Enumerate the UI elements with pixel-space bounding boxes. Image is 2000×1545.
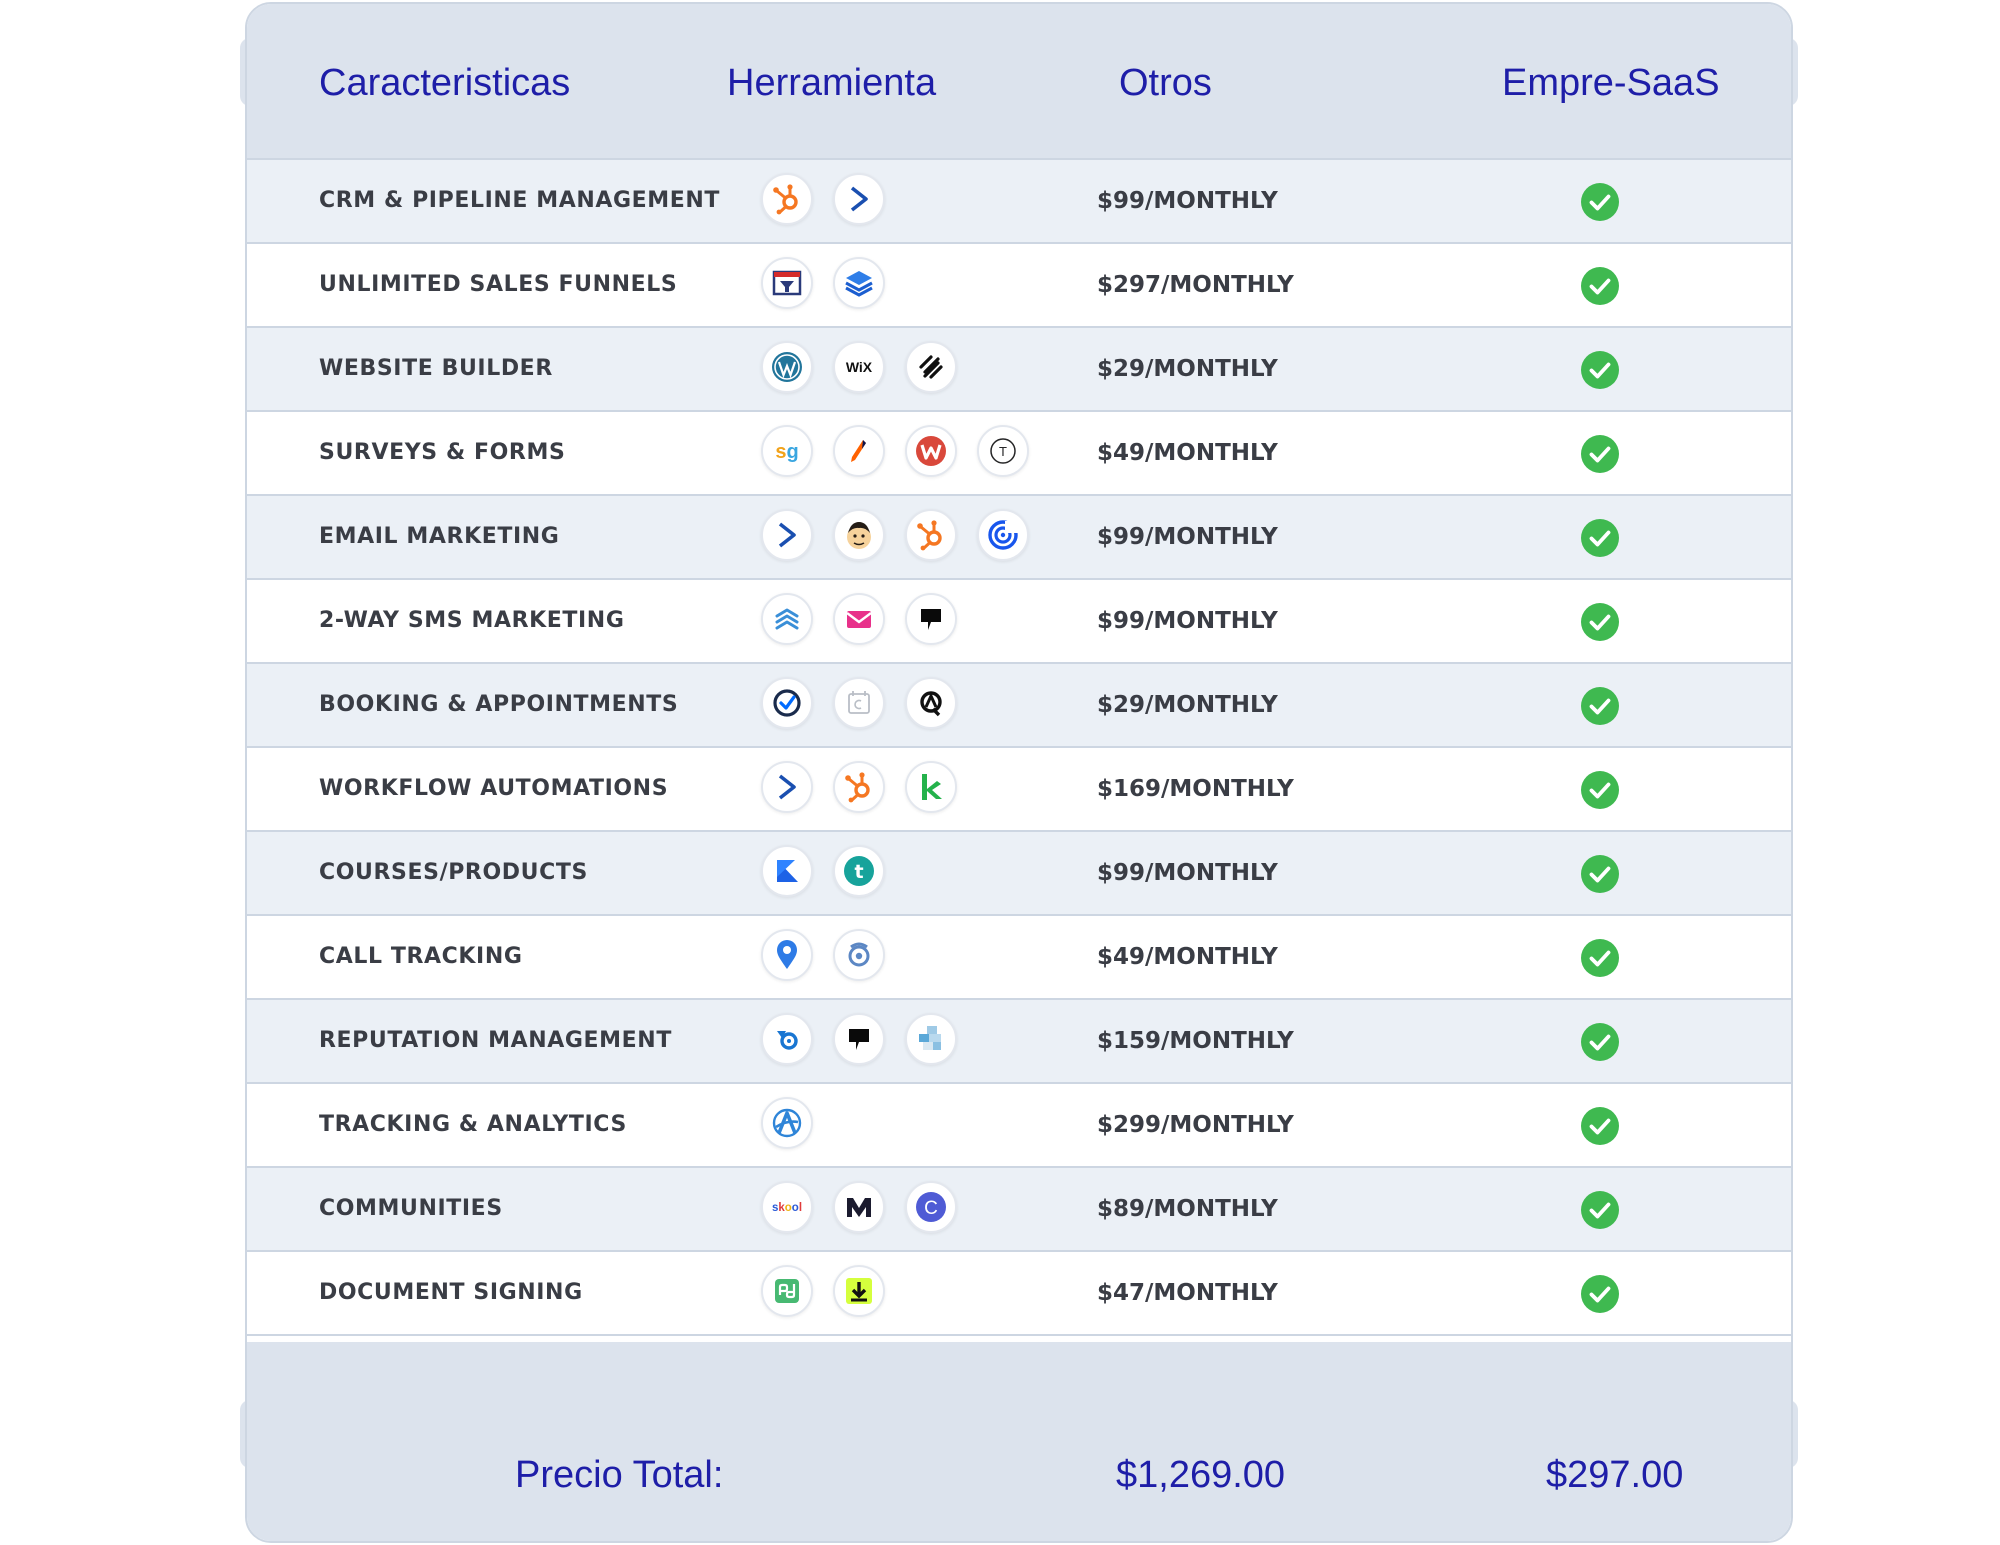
feature-label: 2-WAY SMS MARKETING — [319, 608, 625, 633]
check-icon — [1580, 518, 1620, 558]
table-row — [247, 832, 1791, 916]
price-label: $47/MONTHLY — [1097, 1280, 1278, 1306]
activecampaign-icon — [761, 761, 813, 813]
svg-text:sg: sg — [775, 441, 799, 463]
hubspot-icon — [905, 509, 957, 561]
check-icon — [1580, 686, 1620, 726]
check-icon — [1580, 434, 1620, 474]
hubspot-icon — [761, 173, 813, 225]
price-label: $29/MONTHLY — [1097, 692, 1278, 718]
comparison-table — [245, 2, 1793, 1543]
typeform-icon — [977, 425, 1029, 477]
feature-label: UNLIMITED SALES FUNNELS — [319, 272, 678, 297]
price-label: $99/MONTHLY — [1097, 608, 1278, 634]
price-label: $49/MONTHLY — [1097, 440, 1278, 466]
feature-label: EMAIL MARKETING — [319, 524, 560, 549]
check-icon — [1580, 770, 1620, 810]
wufoo-icon — [905, 425, 957, 477]
price-label: $49/MONTHLY — [1097, 944, 1278, 970]
check-icon — [1580, 266, 1620, 306]
feature-label: CRM & PIPELINE MANAGEMENT — [319, 188, 721, 213]
feature-label: COURSES/PRODUCTS — [319, 860, 588, 885]
price-label: $299/MONTHLY — [1097, 1112, 1294, 1138]
feature-label: COMMUNITIES — [319, 1196, 503, 1221]
table-row — [247, 1252, 1791, 1336]
kajabi-icon — [761, 845, 813, 897]
tool-icons — [761, 929, 885, 985]
check-icon — [1580, 1190, 1620, 1230]
table-row — [247, 1168, 1791, 1252]
svg-text:skool: skool — [771, 1202, 803, 1214]
price-label: $89/MONTHLY — [1097, 1196, 1278, 1222]
check-icon — [1580, 854, 1620, 894]
mighty-networks-icon — [833, 1181, 885, 1233]
feature-label: WEBSITE BUILDER — [319, 356, 553, 381]
constant-contact-icon — [977, 509, 1029, 561]
feature-label: TRACKING & ANALYTICS — [319, 1112, 627, 1137]
tool-icons — [761, 173, 885, 229]
table-row — [247, 244, 1791, 328]
check-icon — [1580, 1106, 1620, 1146]
mailchimp-icon — [833, 509, 885, 561]
calltrackingmetrics-icon — [761, 929, 813, 981]
svg-text:C: C — [924, 1198, 938, 1219]
check-icon — [1580, 182, 1620, 222]
callrail-icon — [833, 929, 885, 981]
header-tools: Herramienta — [727, 62, 937, 104]
table-row — [247, 916, 1791, 1000]
price-label: $159/MONTHLY — [1097, 1028, 1294, 1054]
brand-total: $297.00 — [1546, 1454, 1684, 1496]
header-others: Otros — [1119, 62, 1212, 104]
activecampaign-icon — [761, 509, 813, 561]
check-icon — [1580, 1022, 1620, 1062]
feature-label: WORKFLOW AUTOMATIONS — [319, 776, 669, 801]
podium-icon — [905, 593, 957, 645]
price-label: $29/MONTHLY — [1097, 356, 1278, 382]
feature-label: DOCUMENT SIGNING — [319, 1280, 583, 1305]
tool-icons — [761, 257, 885, 313]
check-icon — [1580, 602, 1620, 642]
tool-icons — [761, 1013, 957, 1069]
table-row — [247, 748, 1791, 832]
price-label: $99/MONTHLY — [1097, 524, 1278, 550]
pandadoc-icon — [761, 1265, 813, 1317]
table-row — [247, 412, 1791, 496]
skool-icon — [761, 1181, 813, 1233]
tool-icons — [761, 341, 957, 397]
analytics-icon — [761, 1097, 813, 1149]
svg-text:WiX: WiX — [845, 359, 873, 375]
table-footer — [247, 1342, 1791, 1543]
surveygizmo-icon — [761, 425, 813, 477]
tool-icons — [761, 509, 1029, 565]
table-row — [247, 664, 1791, 748]
clickfunnels-icon — [761, 257, 813, 309]
feature-label: REPUTATION MANAGEMENT — [319, 1028, 672, 1053]
feature-label: CALL TRACKING — [319, 944, 523, 969]
check-icon — [1580, 1274, 1620, 1314]
table-row — [247, 496, 1791, 580]
tool-icons — [761, 1097, 813, 1153]
table-body — [247, 160, 1791, 1336]
tool-icons — [761, 593, 957, 649]
others-total: $1,269.00 — [1116, 1454, 1286, 1496]
podium-icon — [833, 1013, 885, 1065]
activecampaign-icon — [833, 173, 885, 225]
header-features: Caracteristicas — [319, 62, 571, 104]
feature-label: SURVEYS & FORMS — [319, 440, 566, 465]
tool-icons — [761, 425, 1029, 481]
tool-icons — [761, 845, 885, 901]
check-icon — [1580, 938, 1620, 978]
price-label: $297/MONTHLY — [1097, 272, 1294, 298]
header-brand: Empre-SaaS — [1502, 62, 1720, 104]
hubspot-icon — [833, 761, 885, 813]
tool-icons — [761, 761, 957, 817]
price-label: $99/MONTHLY — [1097, 860, 1278, 886]
calendly-icon — [761, 677, 813, 729]
total-label: Precio Total: — [515, 1454, 724, 1496]
price-label: $169/MONTHLY — [1097, 776, 1294, 802]
circle-icon — [905, 1181, 957, 1233]
feature-label: BOOKING & APPOINTMENTS — [319, 692, 679, 717]
tool-icons — [761, 1265, 885, 1321]
table-row — [247, 160, 1791, 244]
birdeye-icon — [761, 1013, 813, 1065]
svg-text:T: T — [999, 444, 1007, 459]
tool-icons — [761, 677, 957, 733]
acuity-icon — [905, 677, 957, 729]
table-row — [247, 580, 1791, 664]
calendar-icon — [833, 677, 885, 729]
wordpress-icon — [761, 341, 813, 393]
squarespace-icon — [905, 341, 957, 393]
table-row — [247, 1084, 1791, 1168]
docusign-icon — [833, 1265, 885, 1317]
svg-text:t: t — [854, 861, 864, 883]
wix-icon — [833, 341, 885, 393]
textmagic-icon — [833, 593, 885, 645]
jotform-icon — [833, 425, 885, 477]
table-row — [247, 1000, 1791, 1084]
tool-icons — [761, 1181, 957, 1237]
table-header — [247, 4, 1791, 160]
leadpages-icon — [833, 257, 885, 309]
price-label: $99/MONTHLY — [1097, 188, 1278, 214]
trustpilot-icon — [905, 1013, 957, 1065]
check-icon — [1580, 350, 1620, 390]
table-row — [247, 328, 1791, 412]
simpletexting-icon — [761, 593, 813, 645]
keap-icon — [905, 761, 957, 813]
teachable-icon — [833, 845, 885, 897]
